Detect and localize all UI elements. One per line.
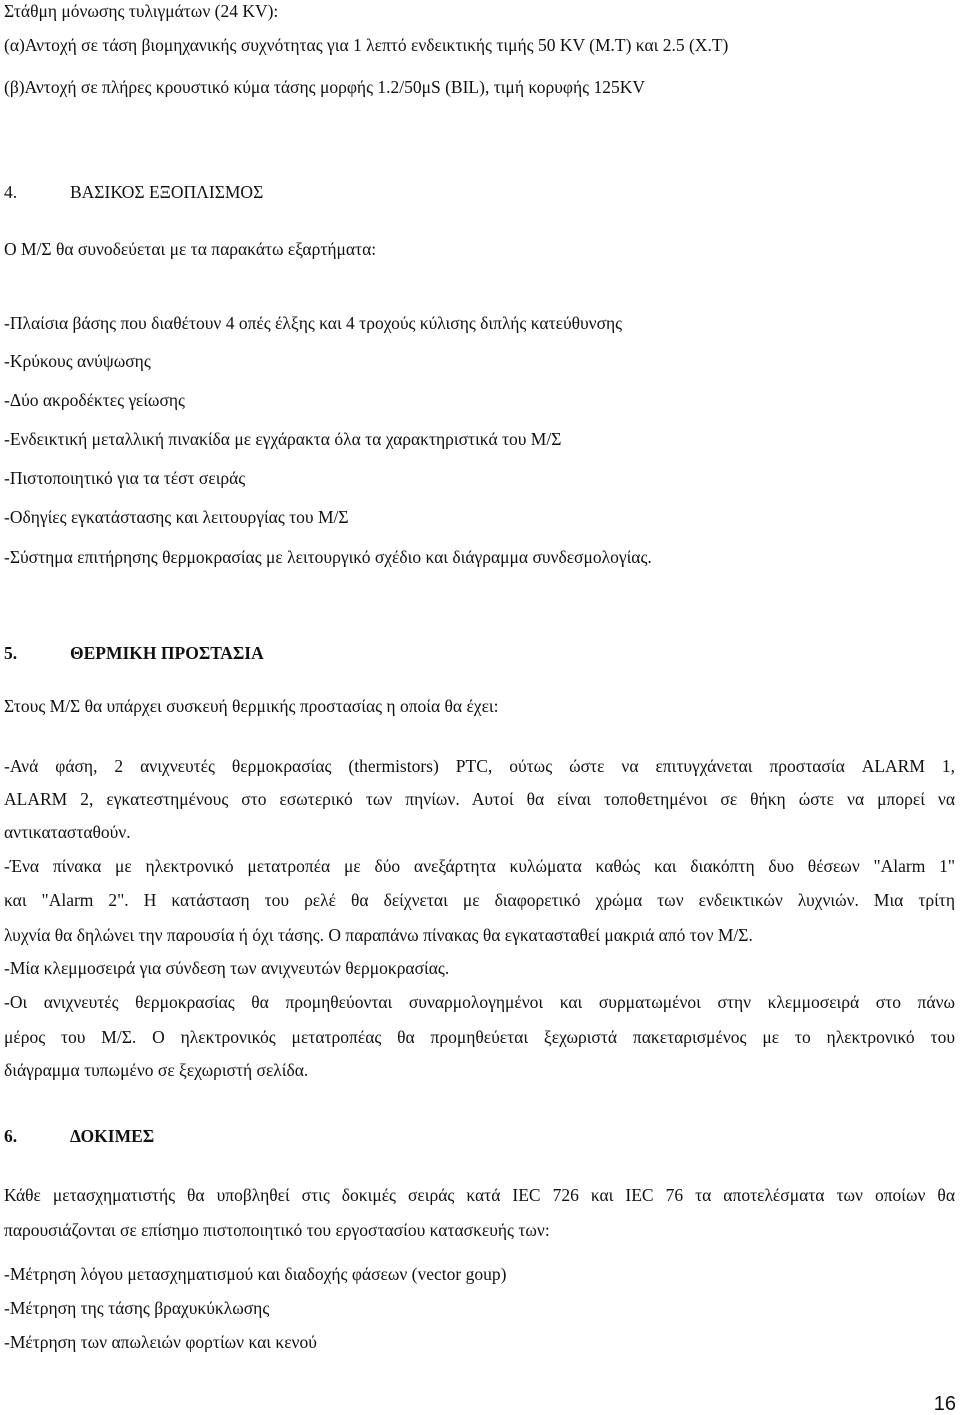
paragraph-line: λυχνία θα δηλώνει την παρουσία ή όχι τάσης. Ο παραπάνω πίνακας θα εγκατασταθεί μακριά από τον Μ/Σ.	[4, 925, 753, 945]
paragraph-line: και "Alarm 2". Η κατάσταση του ρελέ θα δείχνεται με διαφορετικό χρώμα των ενδεικτικών λυχνιών. Μια τρίτη	[4, 890, 955, 910]
equipment-item: -Δύο ακροδέκτες γείωσης	[4, 390, 185, 410]
page-number: 16	[933, 1393, 956, 1415]
test-item: -Μέτρηση λόγου μετασχηματισμού και διαδοχής φάσεων (vector goup)	[4, 1264, 507, 1284]
section-6-heading	[4, 1125, 154, 1147]
paragraph-line: -Ένα πίνακα με ηλεκτρονικό μετατροπέα με δύο ανεξάρτητα κυλώματα καθώς και διακόπτη δυο θέσεων "Alarm 1"	[4, 856, 955, 876]
section-4-title: ΒΑΣΙΚΟΣ ΕΞΟΠΛΙΣΜΟΣ	[70, 182, 264, 202]
section-4-intro: Ο Μ/Σ θα συνοδεύεται με τα παρακάτω εξαρτήματα:	[4, 239, 377, 259]
paragraph-line: -Μία κλεμμοσειρά για σύνδεση των ανιχνευτών θερμοκρασίας.	[4, 958, 450, 978]
paragraph-line: ALARM 2, εγκατεστημένους στο εσωτερικό των πηνίων. Αυτοί θα είναι τοποθετημένοι σε θήκη ώστε να μπορεί να	[4, 789, 955, 809]
equipment-item: -Οδηγίες εγκατάστασης και λειτουργίας του Μ/Σ	[4, 507, 349, 527]
insulation-item-b: (β)Αντοχή σε πλήρες κρουστικό κύμα τάσης μορφής 1.2/50μS (BIL), τιμή κορυφής 125KV	[4, 77, 646, 97]
equipment-item: -Κρύκους ανύψωσης	[4, 351, 151, 371]
section-6-title: ΔΟΚΙΜΕΣ	[70, 1126, 155, 1146]
section-5-number: 5.	[4, 643, 18, 663]
section-4-heading	[4, 181, 263, 203]
test-item: -Μέτρηση της τάσης βραχυκύκλωσης	[4, 1298, 270, 1318]
equipment-item: -Πλαίσια βάσης που διαθέτουν 4 οπές έλξης και 4 τροχούς κύλισης διπλής κατεύθυνσης	[4, 313, 623, 333]
paragraph-line: -Ανά φάση, 2 ανιχνευτές θερμοκρασίας (thermistors) PTC, ούτως ώστε να επιτυγχάνεται προστασία ALARM 1,	[4, 756, 955, 776]
section-4-number: 4.	[4, 182, 18, 202]
paragraph-line: -Οι ανιχνευτές θερμοκρασίας θα προμηθεύονται συναρμολογημένοι και συρματωμένοι στην κλεμμοσειρά στο πάνω	[4, 992, 955, 1012]
paragraph-line: διάγραμμα τυπωμένο σε ξεχωριστή σελίδα.	[4, 1060, 309, 1080]
paragraph-line: μέρος του Μ/Σ. Ο ηλεκτρονικός μετατροπέας θα προμηθεύεται ξεχωριστά πακεταρισμένος με το ηλεκτρονικό του	[4, 1027, 955, 1047]
section-5-heading	[4, 642, 264, 664]
section-6-number: 6.	[4, 1126, 18, 1146]
equipment-item: -Σύστημα επιτήρησης θερμοκρασίας με λειτουργικό σχέδιο και διάγραμμα συνδεσμολογίας.	[4, 547, 652, 567]
paragraph-line: παρουσιάζονται σε επίσημο πιστοποιητικό του εργοστασίου κατασκευής των:	[4, 1220, 550, 1240]
equipment-item: -Πιστοποιητικό για τα τέστ σειράς	[4, 468, 246, 488]
insulation-title: Στάθμη μόνωσης τυλιγμάτων (24 KV):	[4, 1, 279, 21]
section-5-title: ΘΕΡΜΙΚΗ ΠΡΟΣΤΑΣΙΑ	[70, 643, 264, 663]
paragraph-line: Κάθε μετασχηματιστής θα υποβληθεί στις δοκιμές σειράς κατά IEC 726 και IEC 76 τα αποτελέσματα των οποίων θα	[4, 1185, 955, 1205]
section-5-intro: Στους Μ/Σ θα υπάρχει συσκευή θερμικής προστασίας η οποία θα έχει:	[4, 696, 499, 716]
test-item: -Μέτρηση των απωλειών φορτίων και κενού	[4, 1332, 317, 1352]
insulation-item-a: (α)Αντοχή σε τάση βιομηχανικής συχνότητας για 1 λεπτό ενδεικτικής τιμής 50 KV (M.T) και 2.5 (X.T)	[4, 35, 729, 55]
paragraph-line: αντικατασταθούν.	[4, 822, 131, 842]
equipment-item: -Ενδεικτική μεταλλική πινακίδα με εγχάρακτα όλα τα χαρακτηριστικά του Μ/Σ	[4, 429, 562, 449]
